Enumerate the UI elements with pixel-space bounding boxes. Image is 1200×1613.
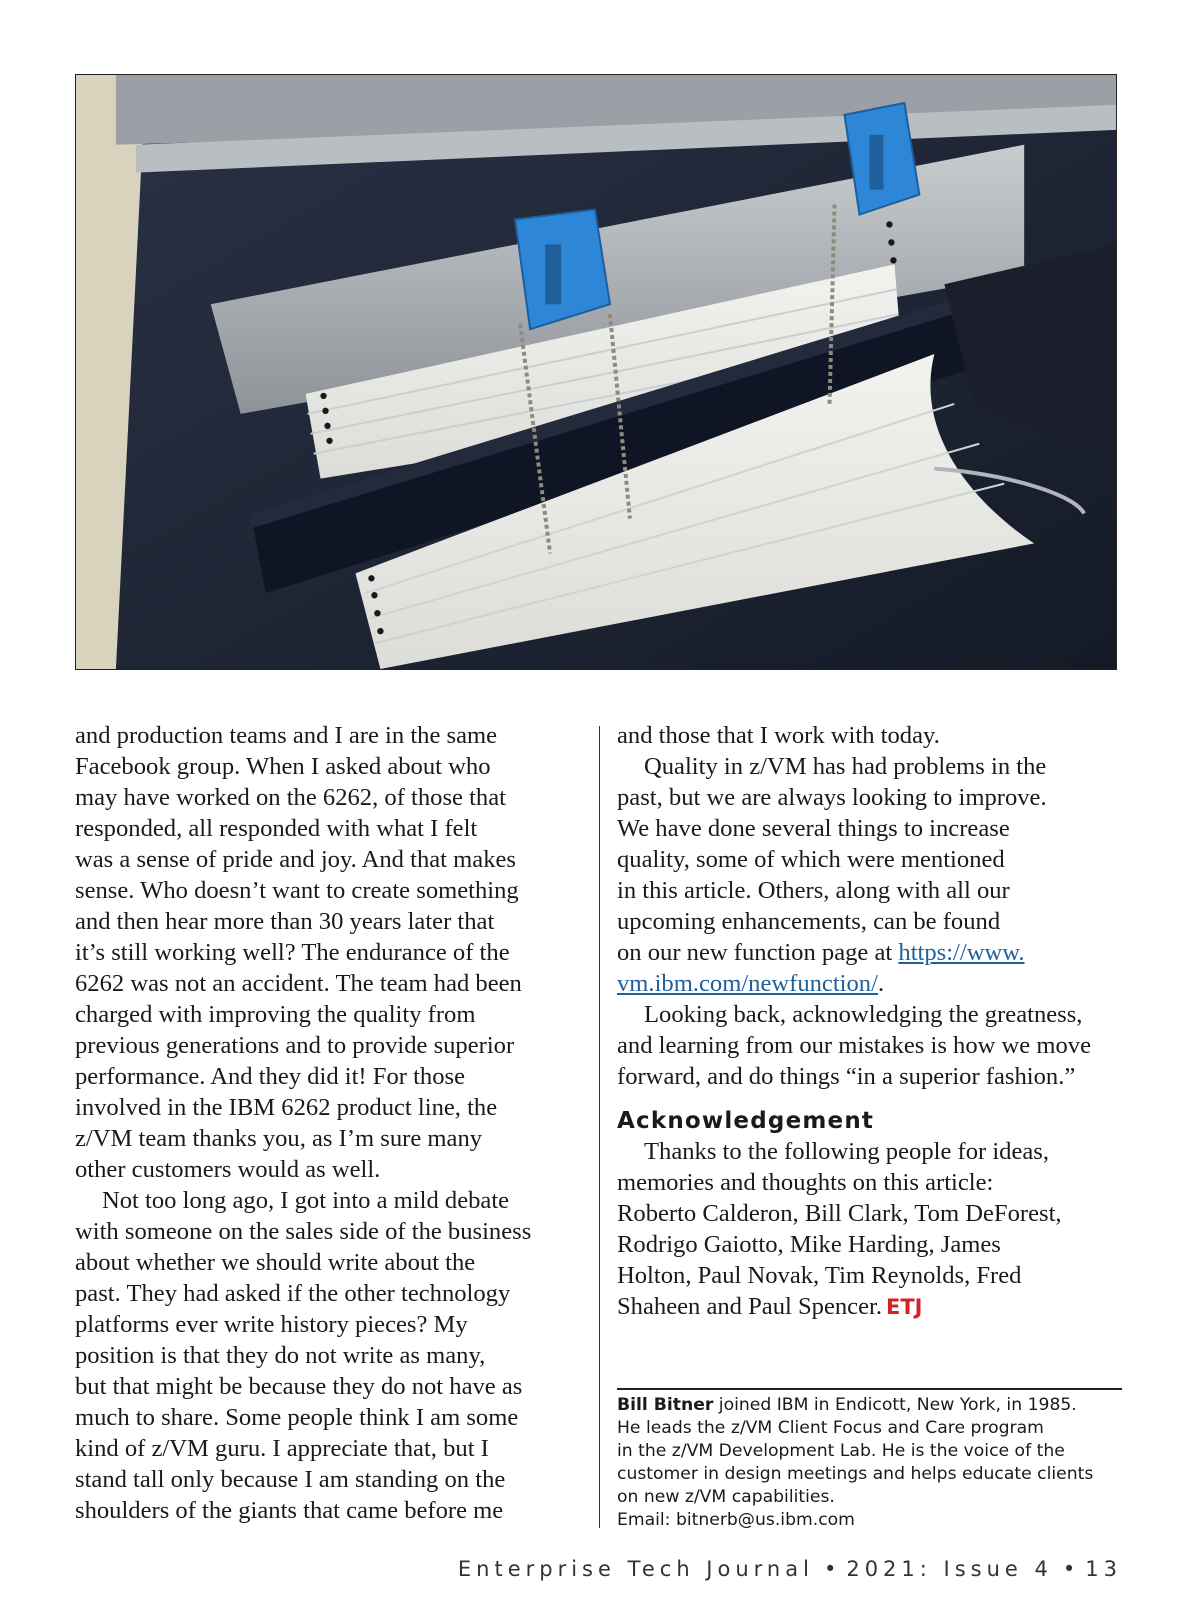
text-line: Looking back, acknowledging the greatness,	[644, 1001, 1083, 1028]
acknowledgement-heading: Acknowledgement	[617, 1108, 875, 1134]
text-line: quality, some of which were mentioned	[617, 846, 1005, 873]
text-line: sense. Who doesn’t want to create something	[75, 877, 519, 904]
text-line: and learning from our mistakes is how we move	[617, 1032, 1092, 1059]
text-line: position is that they do not write as many,	[75, 1342, 486, 1369]
newfunction-link-part1[interactable]: https://www.	[898, 939, 1025, 966]
text-line: about whether we should write about the	[75, 1249, 476, 1276]
bio-line	[617, 1394, 1127, 1417]
text-line: responded, all responded with what I felt	[75, 815, 478, 842]
text-line: may have worked on the 6262, of those that	[75, 784, 506, 811]
text-line: stand tall only because I am standing on the	[75, 1466, 506, 1493]
text-line: previous generations and to provide superior	[75, 1032, 515, 1059]
text-line: past, but we are always looking to improve.	[617, 784, 1047, 811]
link-trail-text: .	[877, 970, 885, 997]
text-line: with someone on the sales side of the business	[75, 1218, 532, 1245]
text-line: was a sense of pride and joy. And that makes	[75, 846, 516, 873]
text-line: platforms ever write history pieces? My	[75, 1311, 468, 1338]
column-divider	[599, 726, 600, 1528]
text-line: in this article. Others, along with all our	[617, 877, 1010, 904]
page-footer	[458, 1557, 1122, 1581]
text-line: Thanks to the following people for ideas,	[644, 1138, 1050, 1165]
text-line: upcoming enhancements, can be found	[617, 908, 1001, 935]
text-line	[617, 937, 1127, 968]
article-photo	[75, 74, 1117, 670]
text-line: and production teams and I are in the same	[75, 722, 498, 749]
text-line: Holton, Paul Novak, Tim Reynolds, Fred	[617, 1262, 1022, 1289]
publication-name: Enterprise Tech Journal	[457, 1557, 814, 1581]
text-line: z/VM team thanks you, as I’m sure many	[75, 1125, 483, 1152]
text-line: past. They had asked if the other technology	[75, 1280, 511, 1307]
right-column	[617, 720, 1127, 1323]
page-number: 13	[1085, 1557, 1122, 1581]
text-line: shoulders of the giants that came before me	[75, 1497, 504, 1524]
printer-photo-illustration	[76, 75, 1116, 669]
text-line: much to share. Some people think I am some	[75, 1404, 519, 1431]
author-name: Bill Bitner	[617, 1395, 714, 1415]
text-line: but that might be because they do not have as	[75, 1373, 523, 1400]
text-line: memories and thoughts on this article:	[617, 1169, 994, 1196]
text-line: kind of z/VM guru. I appreciate that, but I	[75, 1435, 489, 1462]
bio-line: on new z/VM capabilities.	[617, 1487, 835, 1507]
text-line: it’s still working well? The endurance of the	[75, 939, 510, 966]
left-column	[75, 720, 575, 1526]
link-lead-text: on our new function page at	[617, 939, 899, 966]
text-line: performance. And they did it! For those	[75, 1063, 465, 1090]
text-line: and then hear more than 30 years later that	[75, 908, 495, 935]
text-line: other customers would as well.	[75, 1156, 381, 1183]
text-line: Roberto Calderon, Bill Clark, Tom DeForest,	[617, 1200, 1062, 1227]
text-line	[617, 1291, 1127, 1323]
text-line	[617, 968, 1127, 999]
text-line: 6262 was not an accident. The team had been	[75, 970, 522, 997]
bullet-separator: •	[823, 1557, 837, 1581]
text-line: and those that I work with today.	[617, 722, 940, 749]
bio-line: in the z/VM Development Lab. He is the voice of the	[617, 1441, 1065, 1461]
bio-text: joined IBM in Endicott, New York, in 1985.	[713, 1395, 1077, 1415]
issue-label: 2021: Issue 4	[846, 1557, 1053, 1581]
author-bio	[617, 1394, 1127, 1532]
newfunction-link-part2[interactable]: vm.ibm.com/newfunction/	[617, 970, 878, 997]
text-line: Quality in z/VM has had problems in the	[644, 753, 1047, 780]
bio-line: He leads the z/VM Client Focus and Care program	[617, 1418, 1044, 1438]
bio-line: customer in design meetings and helps educate clients	[617, 1464, 1094, 1484]
text-line: Rodrigo Gaiotto, Mike Harding, James	[617, 1231, 1001, 1258]
author-email: Email: bitnerb@us.ibm.com	[617, 1510, 855, 1530]
text-line: charged with improving the quality from	[75, 1001, 476, 1028]
text-line: We have done several things to increase	[617, 815, 1010, 842]
text-line: Not too long ago, I got into a mild debate	[102, 1187, 510, 1214]
text-line: Facebook group. When I asked about who	[75, 753, 491, 780]
text-line: forward, and do things “in a superior fashion.”	[617, 1063, 1076, 1090]
bio-divider	[617, 1388, 1122, 1390]
ack-last-text: Shaheen and Paul Spencer.	[617, 1293, 882, 1320]
text-line: involved in the IBM 6262 product line, the	[75, 1094, 498, 1121]
bullet-separator: •	[1062, 1557, 1076, 1581]
etj-end-mark: ETJ	[886, 1295, 923, 1319]
